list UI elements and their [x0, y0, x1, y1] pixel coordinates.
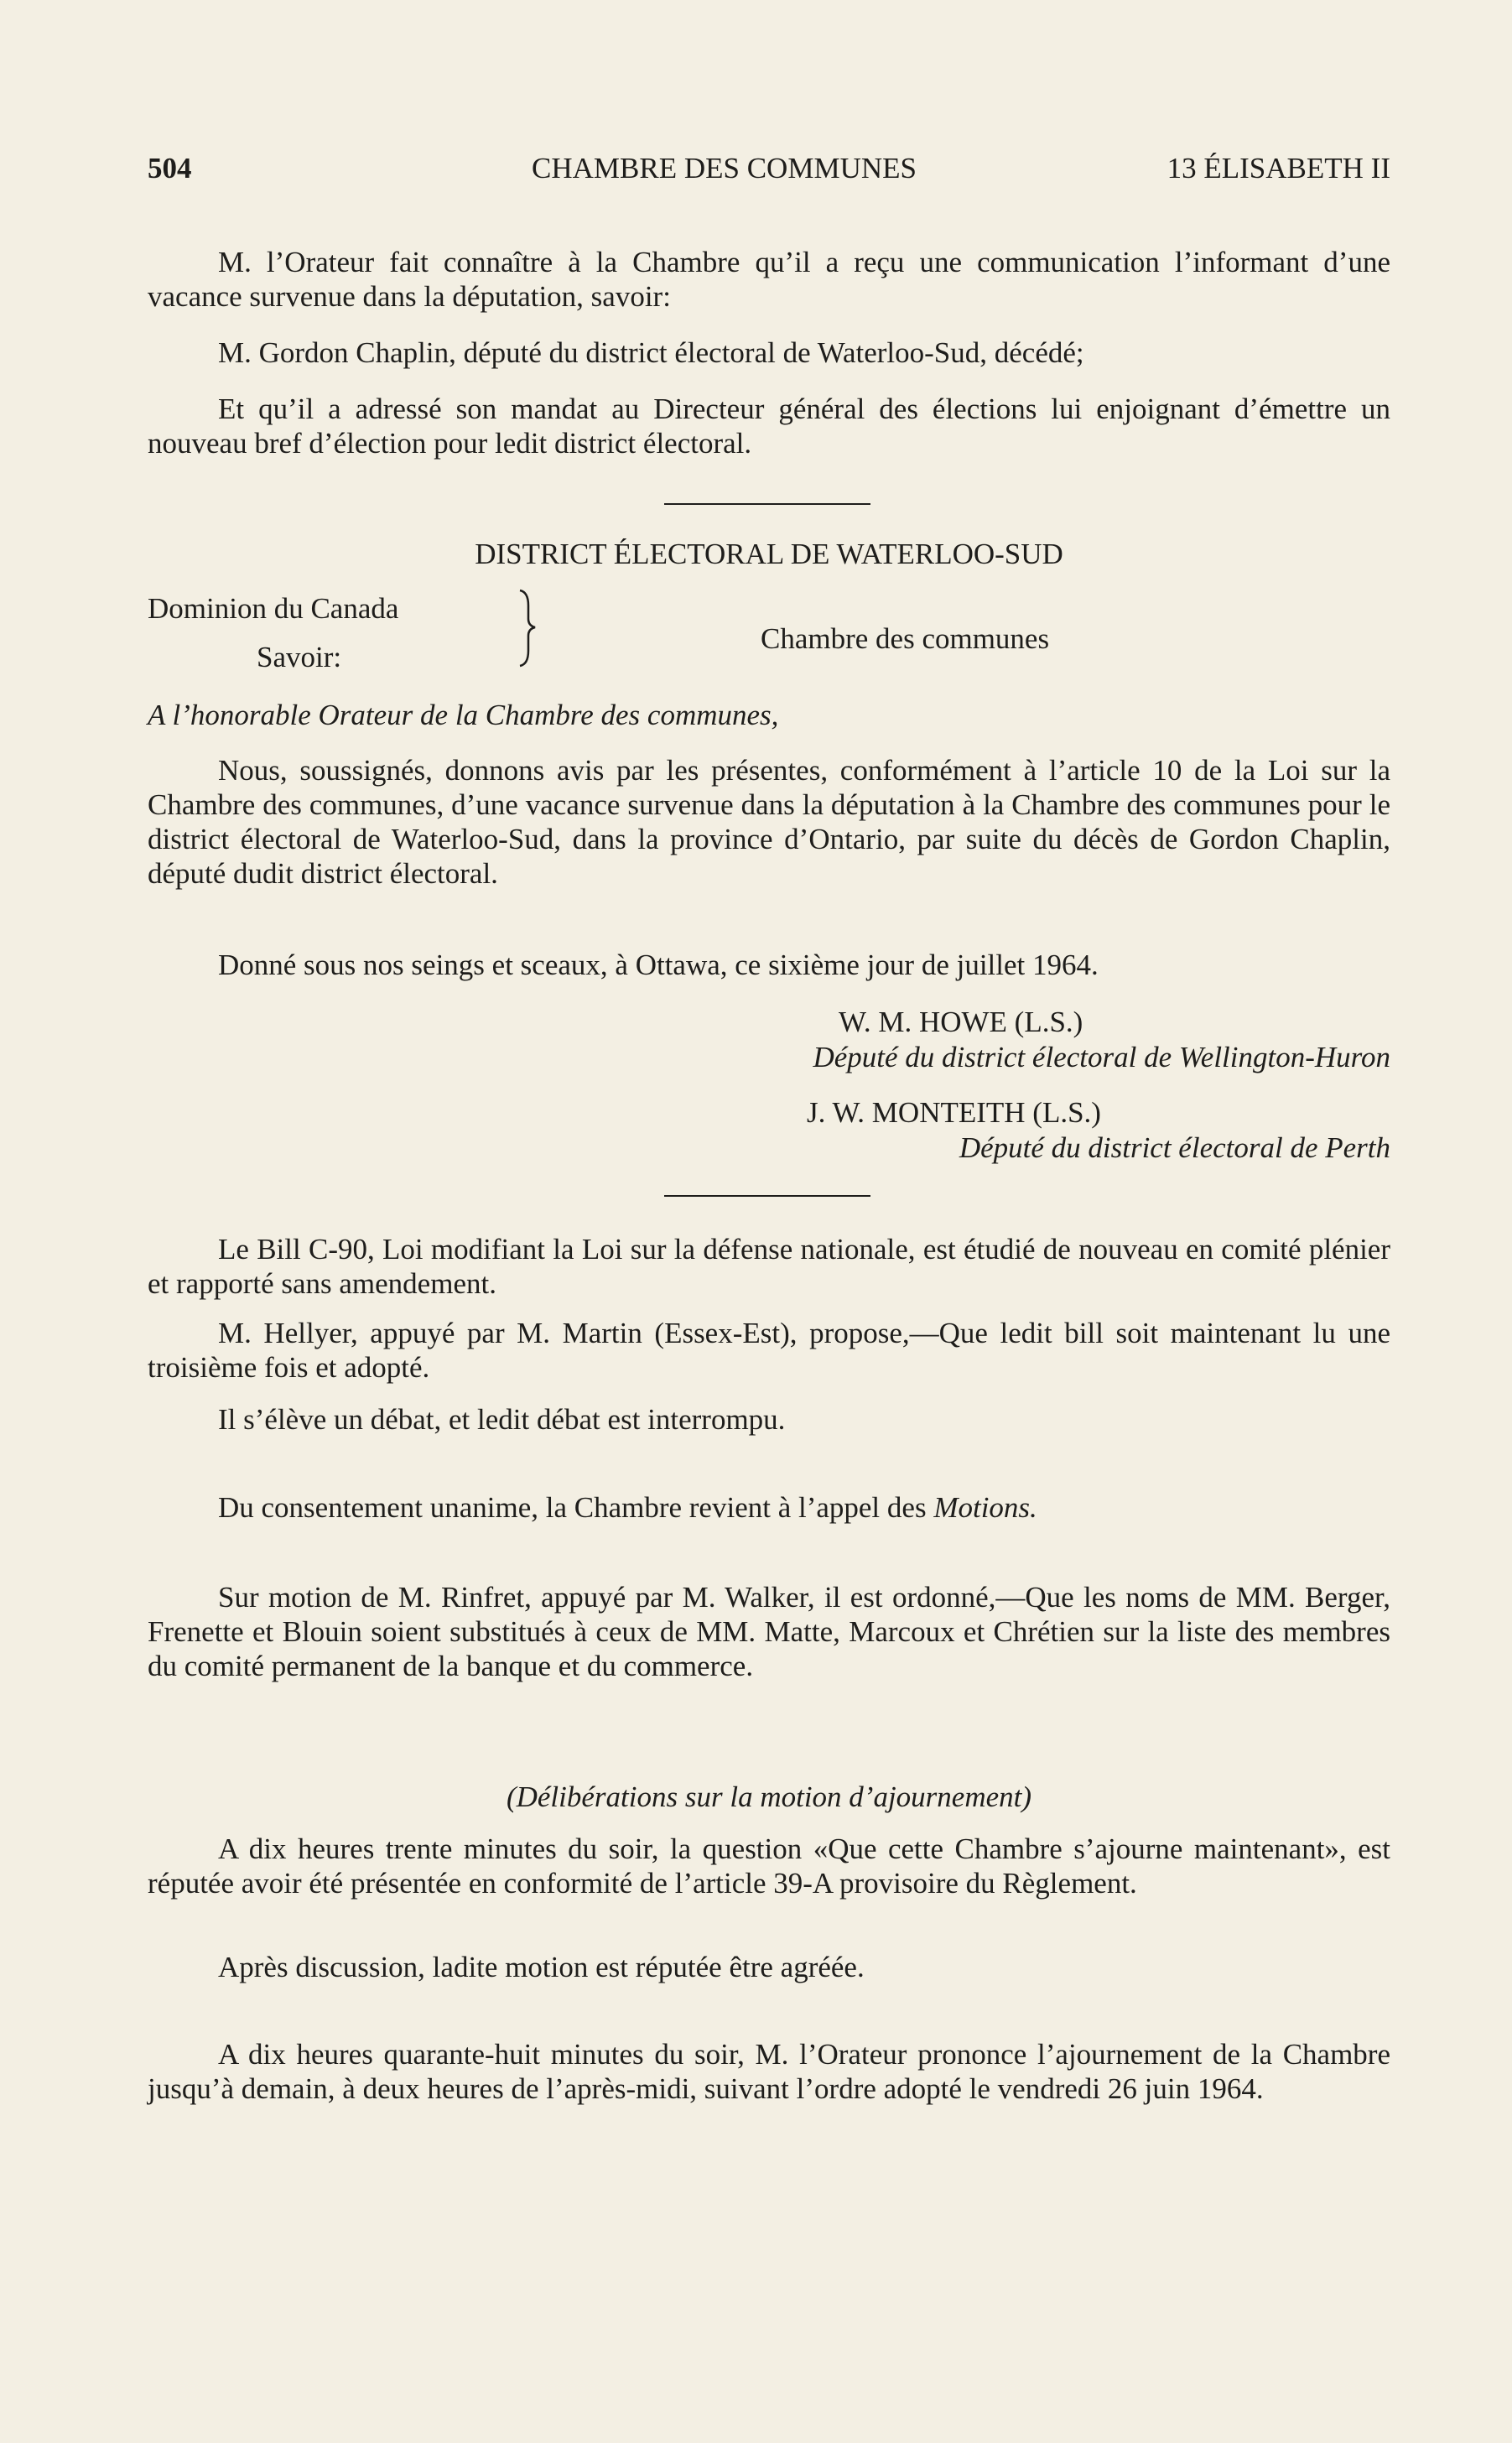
paragraph-announcement: M. l’Orateur fait connaître à la Chambre qu’il a reçu une communication l’informant d’une vacance survenue dans la députation, savoir:	[148, 246, 1390, 313]
paragraph-given: Donné sous nos seings et sceaux, à Ottawa, ce sixième jour de juillet 1964.	[218, 949, 1099, 981]
section-title: DISTRICT ÉLECTORAL DE WATERLOO-SUD	[475, 538, 1063, 570]
paragraph-deceased-member: M. Gordon Chaplin, député du district électoral de Waterloo-Sud, décédé;	[218, 336, 1084, 369]
page-number: 504	[148, 152, 192, 185]
address-savoir: Savoir:	[257, 641, 342, 673]
brace-symbol	[515, 587, 540, 668]
signature-name: J. W. MONTEITH (L.S.)	[807, 1096, 1101, 1129]
subheading: (Délibérations sur la motion d’ajournement)	[506, 1780, 1032, 1813]
signature-title: Député du district électoral de Perth	[959, 1131, 1390, 1164]
section-divider	[664, 503, 870, 505]
paragraph-motion: M. Hellyer, appuyé par M. Martin (Essex-Est), propose,—Que ledit bill soit maintenant lu une troisième fois et adopté.	[148, 1317, 1390, 1384]
address-dominion: Dominion du Canada	[148, 592, 399, 625]
paragraph-committee: Sur motion de M. Rinfret, appuyé par M. Walker, il est ordonné,—Que les noms de MM. Berger, Frenette et Blouin soient substitués à ceux de MM. Matte, Marcoux et Chrétien sur la liste des membres du comité permanent de la banque et du commerce.	[148, 1581, 1390, 1682]
paragraph-adjournment-question: A dix heures trente minutes du soir, la question «Que cette Chambre s’ajourne maintenant», est réputée avoir été présentée en conformité de l’article 39-A provisoire du Règlement.	[148, 1832, 1390, 1900]
paragraph-agreed: Après discussion, ladite motion est réputée être agréée.	[218, 1951, 865, 1983]
paragraph-adjournment: A dix heures quarante-huit minutes du soir, M. l’Orateur prononce l’ajournement de la Chambre jusqu’à demain, à deux heures de l’après-midi, suivant l’ordre adopté le vendredi 26 juin 1964.	[148, 2038, 1390, 2105]
paragraph-notice: Nous, soussignés, donnons avis par les présentes, conformément à l’article 10 de la Loi sur la Chambre des communes, d’une vacance survenue dans la députation à la Chambre des communes pour le district électoral de Waterloo-Sud, dans la province d’Ontario, par suite du décès de Gordon Chaplin, député dudit district électoral.	[148, 754, 1390, 890]
paragraph-bill: Le Bill C-90, Loi modifiant la Loi sur la défense nationale, est étudié de nouveau en comité plénier et rapporté sans amendement.	[148, 1233, 1390, 1300]
header-regnal-year: 13 ÉLISABETH II	[1166, 152, 1390, 185]
header-title: CHAMBRE DES COMMUNES	[532, 152, 917, 185]
paragraph-mandate: Et qu’il a adressé son mandat au Directeur général des élections lui enjoignant d’émettre un nouveau bref d’élection pour ledit district électoral.	[148, 392, 1390, 460]
signature-name: W. M. HOWE (L.S.)	[839, 1006, 1083, 1038]
signature-title: Député du district électoral de Wellington-Huron	[813, 1041, 1390, 1073]
paragraph-debate: Il s’élève un débat, et ledit débat est interrompu.	[218, 1403, 786, 1436]
salutation: A l’honorable Orateur de la Chambre des communes,	[148, 699, 779, 731]
paragraph-consent	[148, 1490, 1390, 1525]
section-divider	[664, 1195, 870, 1197]
address-chamber: Chambre des communes	[761, 622, 1050, 655]
motions-italic: Motions.	[933, 1491, 1037, 1524]
paragraph-consent-text: Du consentement unanime, la Chambre revient à l’appel des	[218, 1491, 934, 1524]
